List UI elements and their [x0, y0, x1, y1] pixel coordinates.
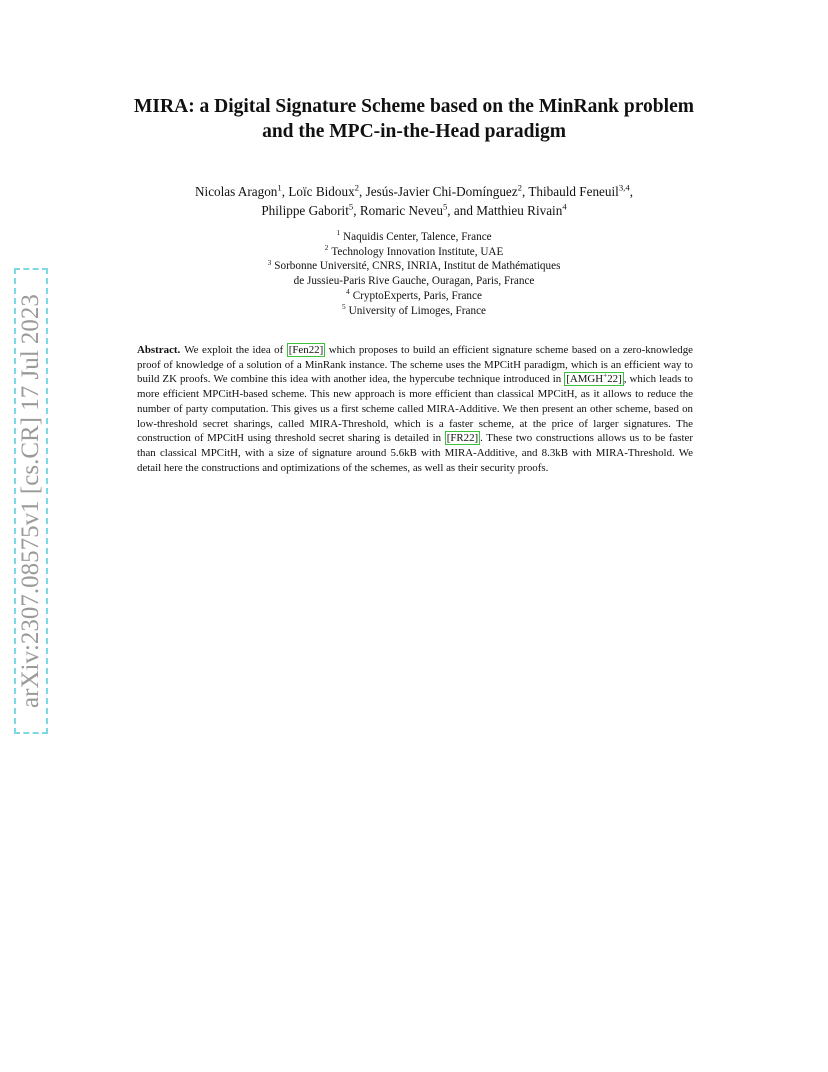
arxiv-identifier-stamp[interactable] — [14, 268, 48, 734]
author-affiliation-marker: 3,4 — [618, 182, 630, 193]
abstract-paragraph — [137, 343, 693, 475]
author-separator: , — [353, 203, 360, 218]
abstract-text: We exploit the idea of — [184, 344, 287, 356]
abstract-text: . These two constructions allows us to be faster than classical MPCitH, with a size of signature around 5.6kB with MIRA-Additive, and 8.3kB with MIRA-Threshold. We detail here the constructions and optimizations of the schemes, as well as their security proofs. — [137, 432, 693, 474]
affiliation-text: Naquidis Center, Talence, France — [343, 231, 492, 243]
author-separator: , — [281, 184, 289, 199]
affiliation-list — [150, 230, 678, 318]
author-line-2 — [90, 201, 738, 220]
title-line-2: and the MPC-in-the-Head paradigm — [262, 121, 566, 142]
title-line-1: MIRA: a Digital Signature Scheme based on the MinRank problem — [134, 96, 694, 117]
affiliation-marker: 2 — [324, 242, 329, 252]
author-list — [90, 182, 738, 220]
affiliation-item — [150, 301, 678, 319]
affiliation-marker: 1 — [336, 228, 341, 238]
affiliation-text: University of Limoges, France — [348, 304, 486, 317]
citation-link-fen22[interactable]: [Fen22] — [288, 344, 324, 356]
author-separator: , — [629, 184, 633, 199]
author-name: Philippe Gaborit — [261, 203, 349, 218]
author-separator: , and — [447, 203, 477, 218]
citation-superscript: + — [603, 371, 608, 380]
affiliation-marker: 4 — [346, 287, 350, 297]
author-line-1 — [90, 182, 738, 201]
affiliation-marker: 5 — [341, 301, 346, 311]
author-name: Loïc Bidoux — [288, 184, 355, 199]
author-name: Jesús-Javier Chi-Domínguez — [365, 184, 518, 199]
citation-text: 22] — [607, 373, 622, 386]
citation-link-fr22[interactable]: [FR22] — [446, 432, 479, 445]
citation-link-amgh22[interactable] — [564, 372, 624, 386]
arxiv-identifier-text: arXiv:2307.08575v1 [cs.CR] 17 Jul 2023 — [17, 294, 44, 708]
author-separator: , — [521, 184, 529, 199]
affiliation-item — [150, 289, 678, 304]
citation-text: [AMGH — [566, 373, 604, 386]
affiliation-text: de Jussieu-Paris Rive Gauche, Ouragan, Paris, France — [293, 275, 535, 288]
paper-title — [60, 94, 768, 144]
author-name: Thibauld Feneuil — [528, 184, 619, 199]
abstract-text: , which leads to more efficient MPCitH-based scheme. This new approach is more efficient than classical MPCitH, as it allows to reduce the number of party computation. This gives us a first scheme called MIRA-Additive. We then present an other scheme, based on low-threshold secret sharings, called MIRA-Threshold, which is a faster scheme, at the price of larger signatures. The construction of MPCitH using threshold secret sharing is detailed in — [137, 373, 693, 445]
affiliation-item — [150, 259, 678, 274]
affiliation-marker: 3 — [267, 257, 272, 267]
author-name: Matthieu Rivain — [476, 203, 563, 218]
affiliation-item — [150, 230, 678, 245]
author-separator: , — [359, 184, 366, 199]
author-affiliation-marker: 2 — [354, 182, 360, 193]
author-affiliation-marker: 5 — [348, 201, 354, 212]
author-affiliation-marker: 4 — [562, 201, 567, 212]
abstract-label: Abstract. — [137, 344, 181, 356]
author-affiliation-marker: 1 — [277, 182, 282, 193]
affiliation-item — [150, 242, 678, 260]
author-affiliation-marker: 5 — [442, 201, 448, 212]
affiliation-item — [150, 274, 678, 289]
affiliation-text: Technology Innovation Institute, UAE — [331, 245, 504, 258]
abstract-text: which proposes to build an efficient signature scheme based on a zero-knowledge proof of knowledge of a solution of a MinRank instance. The scheme uses the MPCitH paradigm, which is an efficient way to build ZK proofs. We combine this idea with another idea, the hypercube technique introduced in — [137, 344, 693, 386]
author-name: Nicolas Aragon — [195, 184, 278, 199]
author-name: Romaric Neveu — [359, 203, 443, 218]
affiliation-text: Sorbonne Université, CNRS, INRIA, Institut de Mathématiques — [274, 260, 561, 273]
author-affiliation-marker: 2 — [517, 182, 522, 193]
affiliation-text: CryptoExperts, Paris, France — [352, 289, 482, 302]
